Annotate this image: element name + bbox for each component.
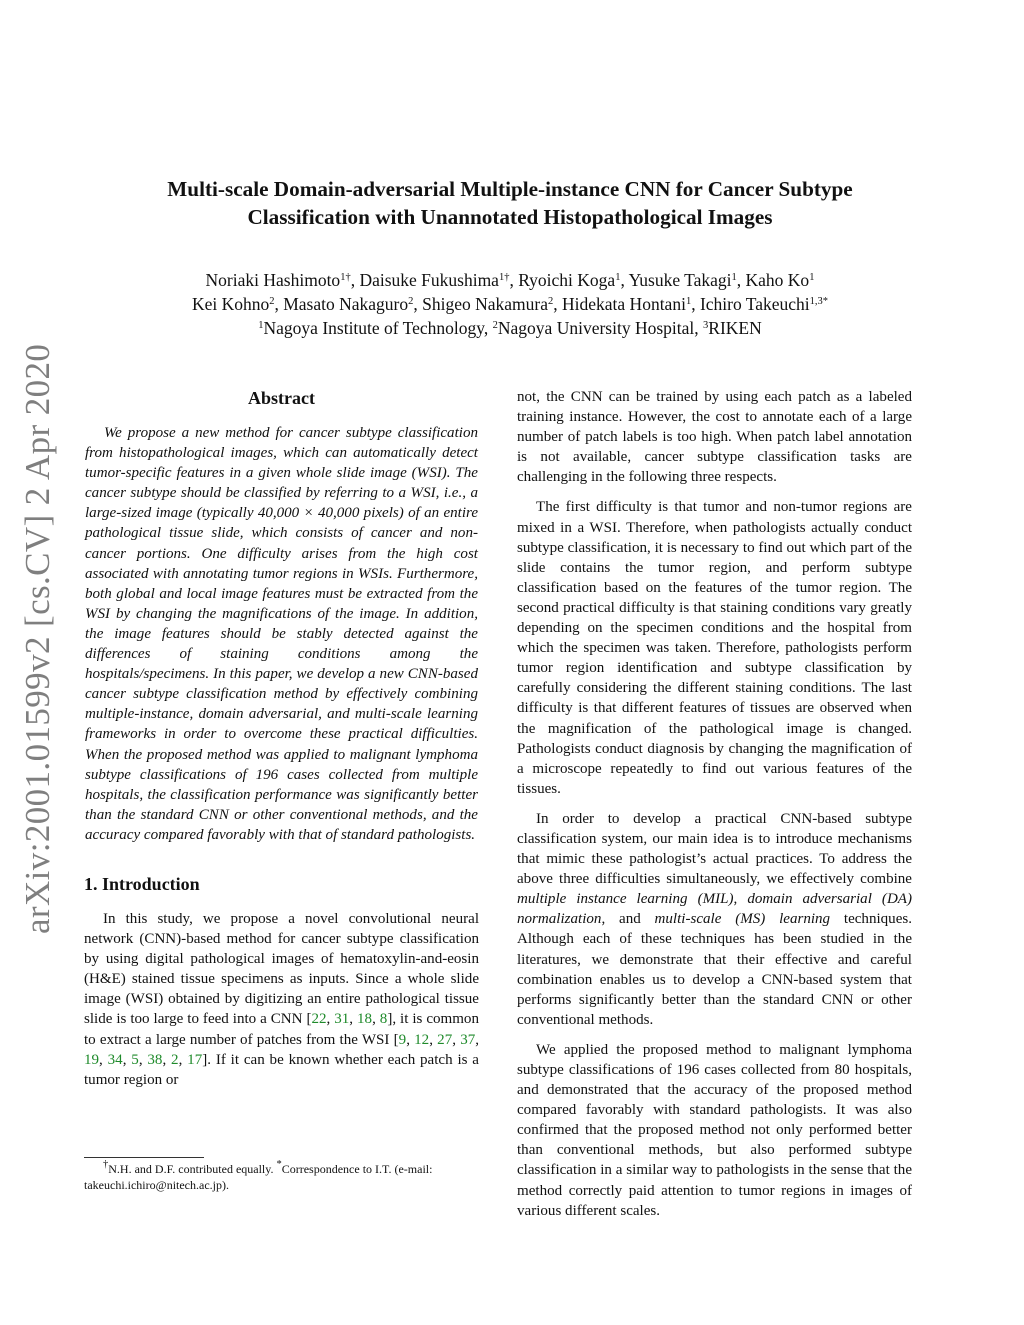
- introduction-heading: 1. Introduction: [84, 873, 200, 894]
- author-name: Hidekata Hontani: [562, 294, 686, 314]
- citation-link[interactable]: 18: [357, 1011, 373, 1028]
- citation-group-b: 9, 12, 27, 37, 19, 34, 5, 38, 2, 17: [84, 1031, 479, 1068]
- title-line-1: Multi-scale Domain-adversarial Multiple-instance CNN for Cancer Subtype: [167, 177, 853, 201]
- affiliation-marker: 2: [492, 320, 498, 331]
- separator: ,: [736, 270, 746, 290]
- separator: ,: [274, 294, 284, 314]
- right-column: [517, 387, 912, 1231]
- separator: ,: [553, 294, 563, 314]
- author-affiliation-marker: 1†: [498, 272, 510, 283]
- footnote-dagger: †: [103, 1159, 109, 1170]
- citation-link[interactable]: 34: [107, 1051, 123, 1068]
- affiliation-marker: 1: [258, 320, 264, 331]
- citation-link[interactable]: 38: [147, 1051, 163, 1068]
- intro-paragraph-3: [517, 809, 912, 1030]
- citation-link[interactable]: 31: [334, 1011, 350, 1028]
- abstract-text: We propose a new method for cancer subtype classification from histopathological images, which can automatically detect tumor-specific features in a given whole slide image (WSI). The cancer subtype should be classified by referring to a WSI, i.e., a large-sized image (typically 40,000 × 40,000 pixels) of an entire pathological tissue slide, which consists of cancer and non-cancer portions. One difficulty arises from the high cost associated with annotating tumor regions in WSIs. Furthermore, both global and local image features must be extracted from the WSI by changing the magnifications of the image. In addition, the image features should be stably detected against the differences of staining conditions among the hospitals/specimens. In this paper, we develop a new CNN-based cancer subtype classification method by effectively combining multiple-instance, domain adversarial, and multi-scale learning frameworks in order to overcome these practical difficulties. When the proposed method was applied to malignant lymphoma subtype classifications of 196 cases collected from multiple hospitals, the classification performance was significantly better than the standard CNN or other conventional methods, and the accuracy compared favorably with that of standard pathologists.: [85, 425, 478, 843]
- author-affiliation-marker: 1: [615, 272, 621, 283]
- footnote-text-b: Correspondence to I.T. (e-mail:: [281, 1162, 433, 1176]
- citation-link[interactable]: 5: [131, 1051, 139, 1068]
- author-name: Kaho Ko: [745, 270, 810, 290]
- author-affiliation-marker: 2: [269, 296, 275, 307]
- author-affiliation-marker: 1: [809, 272, 815, 283]
- citation-link[interactable]: 9: [398, 1031, 407, 1048]
- separator: ,: [691, 294, 700, 314]
- abstract-heading: Abstract: [248, 388, 315, 408]
- footnote-rule: [84, 1157, 204, 1158]
- author-name: Ichiro Takeuchi: [699, 294, 810, 314]
- authors-line-1: [80, 268, 940, 292]
- author-affiliation-marker: 2: [408, 296, 414, 307]
- citation-link[interactable]: 8: [379, 1011, 388, 1028]
- author-name: Daisuke Fukushima: [359, 270, 499, 290]
- intro-paragraph-1-continued: not, the CNN can be trained by using each patch as a labeled training instance. However, the cost to annotate each of a large number of patch labels is too high. When patch label annotation is not available, cancer subtype classification tasks are challenging in the following three respects.: [517, 389, 912, 486]
- author-affiliation-marker: 2: [548, 296, 554, 307]
- author-affiliation-marker: 1: [731, 272, 737, 283]
- authors-line-2: [80, 292, 940, 316]
- author-name: Ryoichi Koga: [518, 270, 616, 290]
- citation-group-a: 22, 31, 18, 8: [311, 1011, 388, 1028]
- citation-link[interactable]: 27: [437, 1031, 453, 1048]
- intro-paragraph-4: We applied the proposed method to malignant lymphoma subtype classifications of 196 cases collected from 80 hospitals, and demonstrated that the accuracy of the proposed method compared favorably with standard pathologists. It was also confirmed that the proposed method not only performed better than conventional methods, but also performed subtype classification in a similar way to pathologists in the sense that the method correctly paid attention to tumor regions in images of various different scales.: [517, 1041, 912, 1219]
- citation-link[interactable]: 37: [460, 1031, 476, 1048]
- author-name: Masato Nakaguro: [283, 294, 409, 314]
- footnote-line-2: takeuchi.ichiro@nitech.ac.jp).: [84, 1178, 229, 1192]
- author-block: [80, 268, 940, 340]
- affiliation-name: Nagoya Institute of Technology: [263, 318, 484, 338]
- intro-p1-text-b: ], it is common to extract a large number of patches from the WSI [: [84, 1011, 479, 1048]
- citation-link[interactable]: 19: [84, 1051, 100, 1068]
- separator: ,: [413, 294, 423, 314]
- title-line-2: Classification with Unannotated Histopathological Images: [247, 205, 773, 229]
- separator: ,: [694, 318, 704, 338]
- author-affiliation-marker: 1†: [340, 272, 351, 283]
- intro-p1-text-a: In this study, we propose a novel convolutional neural network (CNN)-based method for cancer subtype classification by using digital pathological images of hematoxylin-and-eosin (H&E) stained tissue specimens as inputs. Since a whole slide image (WSI) obtained by digitizing an entire pathological tissue slide is too large to feed into a CNN [: [84, 910, 479, 1028]
- separator: ,: [509, 270, 519, 290]
- author-affiliation-marker: 1: [685, 296, 692, 307]
- footnote-text-a: N.H. and D.F. contributed equally.: [108, 1162, 277, 1176]
- author-name: Shigeo Nakamura: [422, 294, 549, 314]
- term-da: domain adversarial (DA) normalization: [517, 891, 913, 928]
- citation-link[interactable]: 17: [187, 1051, 203, 1068]
- intro-paragraph-1: [84, 909, 479, 1090]
- arxiv-identifier: [18, 343, 57, 934]
- author-name: Noriaki Hashimoto: [205, 270, 341, 290]
- author-name: Kei Kohno: [191, 294, 270, 314]
- affiliations: [80, 316, 940, 340]
- intro-p3-text-b: ,: [733, 891, 748, 908]
- left-column: [84, 387, 479, 1090]
- separator: ,: [620, 270, 629, 290]
- intro-p3-text-c: , and: [601, 911, 655, 928]
- separator: ,: [350, 270, 360, 290]
- term-ms: multi-scale (MS) learning: [654, 911, 831, 928]
- affiliation-name: Nagoya University Hospital: [497, 318, 695, 338]
- footnote: [84, 1161, 479, 1193]
- footnote-line-1: [84, 1161, 479, 1177]
- intro-p3-text-a: In order to develop a practical CNN-based subtype classification system, our main idea is to introduce mechanisms that mimic these pathologist’s actual practices. To address the above three difficulties simultaneously, we effectively combine: [517, 810, 912, 888]
- citation-link[interactable]: 22: [311, 1011, 327, 1028]
- footnote-asterisk: *: [276, 1159, 282, 1170]
- citation-link[interactable]: 12: [414, 1031, 430, 1048]
- paper-title: [80, 175, 940, 231]
- arxiv-identifier-text: arXiv:2001.01599v2 [cs.CV] 2 Apr 2020: [18, 343, 57, 934]
- intro-p3-text-d: techniques. Although each of these techniques has been studied in the literatures, we demonstrate that their effective and careful combination enables us to develop a CNN-based system that performs significantly better than the standard CNN or other conventional methods.: [517, 911, 913, 1028]
- affiliation-marker: 3: [703, 320, 709, 331]
- citation-link[interactable]: 2: [171, 1051, 179, 1068]
- intro-paragraph-2: The first difficulty is that tumor and non-tumor regions are mixed in a WSI. Therefore, when pathologists actually conduct subtype classification, it is necessary to find out which part of the slide contains the tumor region, and perform subtype classification based on the features of the tumor region. The second practical difficulty is that staining conditions vary greatly depending on the specimen conditions and the hospital from which the specimen was taken. Therefore, pathologists perform tumor region identification and subtype classification by carefully considering the different staining conditions. The last difficulty is that different features of tissues are observed when the magnification of the pathological image is changed. Pathologists conduct diagnosis by changing the magnification of a microscope repeatedly to find out various features of the tissues.: [517, 499, 912, 797]
- author-name: Yusuke Takagi: [628, 270, 732, 290]
- affiliation-name: RIKEN: [708, 318, 762, 338]
- term-mil: multiple instance learning (MIL): [517, 891, 734, 908]
- separator: ,: [483, 318, 493, 338]
- intro-p1-text-c: ]. If it can be known whether each patch is a tumor region or: [84, 1051, 479, 1088]
- author-affiliation-marker: 1,3*: [809, 296, 829, 307]
